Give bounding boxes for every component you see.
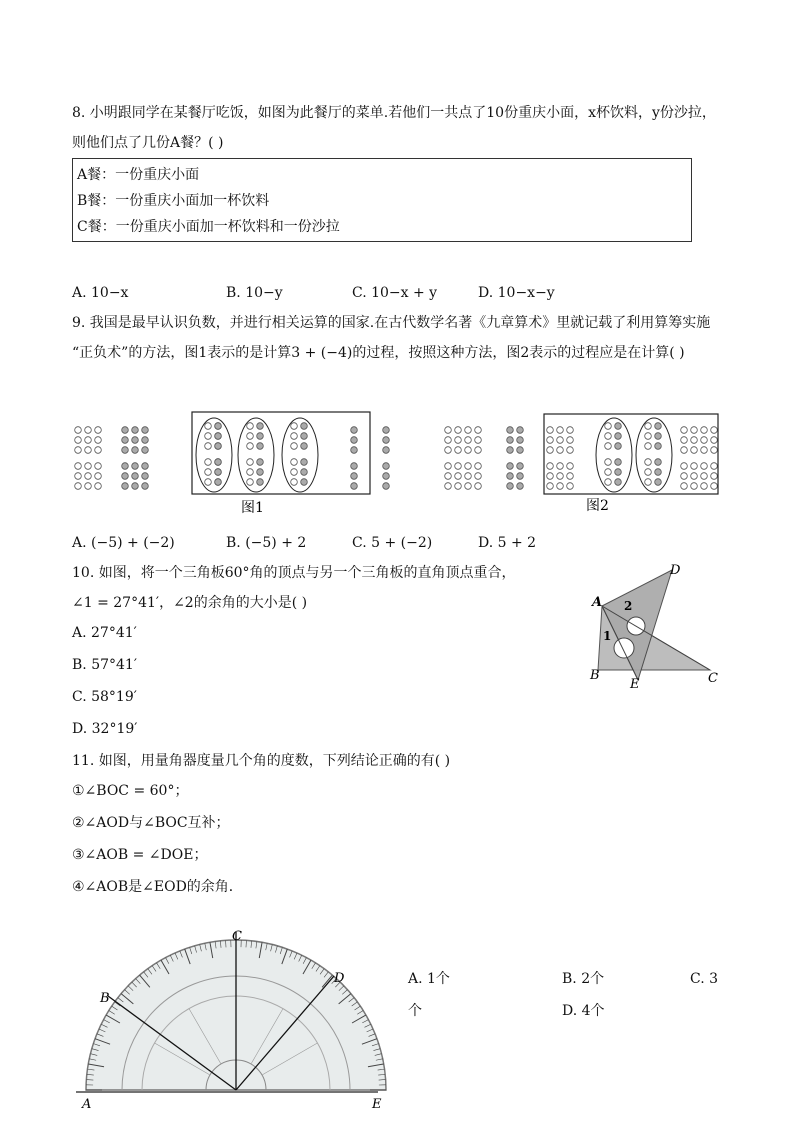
rod-dot [507,463,514,470]
label-a: A [592,595,603,610]
rod-dot [547,463,554,470]
rod-dot [507,473,514,480]
rod-dot [517,427,524,434]
rod-dot [351,473,358,480]
fig2-ellipse-1 [596,418,632,492]
angle-1-label: 1 [603,629,612,643]
rod-dot [517,447,524,454]
rod-dot [85,447,92,454]
rod-dot [301,433,308,440]
rod-dot [383,427,390,434]
rod-dot [445,427,452,434]
rod-dot [85,473,92,480]
rod-dot [681,463,688,470]
rod-dot [557,427,564,434]
rod-dot [711,483,718,490]
q11-item-4: ④∠AOB是∠EOD的余角． [72,879,243,895]
q11-option-c: C. 3 [690,971,719,987]
rod-dot [247,459,254,466]
rod-dot [701,463,708,470]
rod-dot [351,437,358,444]
rod-dot [445,473,452,480]
q8-option-d: D. 10−x−y [478,285,555,301]
rod-dot [701,473,708,480]
fig1-ellipse-1 [196,418,232,492]
label-d: D [334,971,345,986]
rod-dot [691,437,698,444]
fig2-label: 图2 [586,498,609,514]
rod-dot [75,483,82,490]
rod-dot [517,437,524,444]
q8-stem-line1: 8. 小明跟同学在某餐厅吃饭，如图为此餐厅的菜单.若他们一共点了10份重庆小面，x杯饮料，y份沙拉， [72,105,716,121]
rod-dot [605,469,612,476]
menu-item-a: A餐：一份重庆小面 [77,167,200,183]
label-e: E [630,677,640,692]
rod-dot [475,463,482,470]
rod-dot [605,479,612,486]
rod-dot [215,479,222,486]
rod-dot [132,463,139,470]
rod-dot [257,433,264,440]
rod-dot [711,473,718,480]
menu-box [72,158,692,242]
q11-item-2: ②∠AOD与∠BOC互补； [72,815,230,831]
rod-dot [465,437,472,444]
triangle-figure [586,560,726,692]
rod-dot [645,479,652,486]
rod-dot [85,437,92,444]
rod-dot [465,427,472,434]
rod-dot [142,463,149,470]
rod-dot [557,463,564,470]
rod-dot [75,473,82,480]
rod-dot [711,427,718,434]
rod-dot [691,483,698,490]
rod-dot [655,479,662,486]
fig1-label: 图1 [241,500,264,516]
rod-dot [383,463,390,470]
rod-dot [645,433,652,440]
rod-dot [132,437,139,444]
rod-dot [475,437,482,444]
rod-dot [132,447,139,454]
rod-dot [655,443,662,450]
q9-stem-line1: 9. 我国是最早认识负数，并进行相关运算的国家.在古代数学名著《九章算术》里就记载了利用算筹实施 [72,315,711,331]
rod-dot [605,433,612,440]
rod-dot [75,447,82,454]
rod-dot [215,459,222,466]
rod-dot [85,463,92,470]
rod-dot [351,483,358,490]
rod-dot [351,463,358,470]
label-b: B [590,668,600,683]
rod-dot [547,427,554,434]
rod-dot [85,483,92,490]
rod-dot [215,469,222,476]
rod-dot [445,447,452,454]
rod-dot [475,447,482,454]
q10-option-a: A. 27°41′ [72,625,137,641]
q11-option-d: D. 4个 [562,1003,605,1019]
rod-dot [95,437,102,444]
rod-dot [701,447,708,454]
rod-dot [205,469,212,476]
rod-dot [645,423,652,430]
q8-option-c: C. 10−x + y [352,285,438,301]
rod-dot [507,483,514,490]
rod-dot [681,427,688,434]
rod-dot [85,427,92,434]
q11-item-1: ①∠BOC = 60°； [72,783,189,799]
rod-dot [291,469,298,476]
counting-rods-figure [60,400,740,520]
rod-dot [132,483,139,490]
rod-dot [615,479,622,486]
rod-dot [142,483,149,490]
rod-dot [247,469,254,476]
rod-dot [547,447,554,454]
q11-stem: 11. 如图，用量角器度量几个角的度数，下列结论正确的有( ) [72,753,451,769]
rod-dot [383,447,390,454]
q10-option-b: B. 57°41′ [72,657,137,673]
q10-option-d: D. 32°19′ [72,721,138,737]
rod-dot [455,437,462,444]
rod-dot [605,459,612,466]
rod-dot [351,427,358,434]
rod-dot [247,433,254,440]
rod-dot [291,443,298,450]
rod-dot [132,473,139,480]
rod-dot [122,473,129,480]
rod-dot [465,483,472,490]
rod-dot [215,443,222,450]
rod-dot [605,443,612,450]
rod-dot [567,427,574,434]
rod-dot [557,473,564,480]
rod-dot [517,473,524,480]
rod-dot [547,473,554,480]
rod-dot [445,463,452,470]
rod-dot [455,447,462,454]
rod-dot [655,469,662,476]
rod-dot [475,473,482,480]
rod-dot [455,473,462,480]
rod-dot [383,437,390,444]
rod-dot [455,427,462,434]
rod-dot [122,463,129,470]
rod-dot [301,423,308,430]
rod-dot [455,483,462,490]
rod-dot [645,469,652,476]
angle-2-label: 2 [624,599,633,613]
rod-dot [122,427,129,434]
rod-dot [711,437,718,444]
rod-dot [567,483,574,490]
rod-dot [257,459,264,466]
rod-dot [645,443,652,450]
label-d: D [670,563,681,578]
q9-option-d: D. 5 + 2 [478,535,537,551]
rod-dot [301,443,308,450]
rod-dot [655,433,662,440]
rod-dot [95,447,102,454]
rod-dot [655,423,662,430]
ruler-hole-1 [614,638,634,658]
rod-dot [445,483,452,490]
rod-dot [615,443,622,450]
rod-dot [465,463,472,470]
rod-dot [567,447,574,454]
rod-dot [557,483,564,490]
rod-dot [711,463,718,470]
rod-dot [691,473,698,480]
rod-dot [95,427,102,434]
fig1-ellipse-2 [238,418,274,492]
q8-option-a: A. 10−x [72,285,129,301]
rod-dot [257,443,264,450]
rod-dot [701,437,708,444]
rod-dot [95,483,102,490]
rod-dot [122,447,129,454]
q8-option-b: B. 10−y [226,285,283,301]
rod-dot [691,463,698,470]
q10-stem-line2: ∠1 = 27°41′，∠2的余角的大小是( ) [72,595,308,611]
rod-dot [142,437,149,444]
rod-dot [507,437,514,444]
rod-dot [681,473,688,480]
rod-dot [132,427,139,434]
rod-dot [455,463,462,470]
rod-dot [507,427,514,434]
rod-dot [75,463,82,470]
rod-dot [247,423,254,430]
rod-dot [351,447,358,454]
rod-dot [517,463,524,470]
rod-dot [215,423,222,430]
rod-dot [465,447,472,454]
rod-dot [547,437,554,444]
fig1-ellipse-3 [282,418,318,492]
rod-dot [701,483,708,490]
rod-dot [681,447,688,454]
q9-option-a: A. (−5) + (−2) [72,535,175,551]
rod-dot [645,459,652,466]
rod-dot [257,479,264,486]
q11-option-c-wrap: 个 [408,1003,422,1019]
label-a: A [82,1097,92,1112]
label-c: C [708,671,718,686]
rod-dot [95,473,102,480]
rod-dot [383,473,390,480]
rod-dot [615,469,622,476]
rod-dot [465,473,472,480]
rod-dot [142,473,149,480]
rod-dot [567,473,574,480]
rod-dot [122,437,129,444]
rod-dot [75,427,82,434]
rod-dot [257,423,264,430]
rod-dot [291,479,298,486]
rod-dot [655,459,662,466]
rod-dot [301,459,308,466]
rod-dot [567,437,574,444]
rod-dot [142,447,149,454]
q10-option-c: C. 58°19′ [72,689,137,705]
rod-dot [517,483,524,490]
rod-dot [205,479,212,486]
rod-dot [383,483,390,490]
rod-dot [291,459,298,466]
rod-dot [691,447,698,454]
rod-dot [557,437,564,444]
rod-dot [711,447,718,454]
label-c: C [232,929,242,944]
protractor-figure [66,924,396,1114]
rod-dot [615,459,622,466]
rod-dot [257,469,264,476]
rod-dot [291,423,298,430]
rod-dot [615,433,622,440]
rod-dot [567,463,574,470]
rod-dot [475,427,482,434]
rod-dot [215,433,222,440]
rod-dot [681,483,688,490]
q9-option-b: B. (−5) + 2 [226,535,307,551]
rod-dot [247,443,254,450]
rod-dot [142,427,149,434]
q11-item-3: ③∠AOB = ∠DOE； [72,847,208,863]
rod-dot [475,483,482,490]
rod-dot [445,437,452,444]
fig2-frame [544,414,718,494]
q9-stem-line2: “正负术”的方法，图1表示的是计算3 + (−4)的过程，按照这种方法，图2表示的过程应是在计算( ) [72,345,685,361]
q8-stem-line2: 则他们点了几份A餐？( ) [72,135,224,151]
rod-dot [95,463,102,470]
q11-option-a: A. 1个 [408,971,450,987]
rod-dot [247,479,254,486]
rod-dot [701,427,708,434]
rod-dot [291,433,298,440]
fig2-ellipse-2 [636,418,672,492]
label-e: E [372,1097,382,1112]
rod-dot [615,423,622,430]
rod-dot [122,483,129,490]
rod-dot [75,437,82,444]
rod-dot [205,423,212,430]
menu-item-b: B餐：一份重庆小面加一杯饮料 [77,193,270,209]
rod-dot [205,433,212,440]
label-b: B [100,991,110,1006]
q9-option-c: C. 5 + (−2) [352,535,433,551]
rod-dot [691,427,698,434]
rod-dot [205,443,212,450]
menu-item-c: C餐：一份重庆小面加一杯饮料和一份沙拉 [77,219,340,235]
rod-dot [301,469,308,476]
rod-dot [557,447,564,454]
rod-dot [205,459,212,466]
rod-dot [301,479,308,486]
q10-stem-line1: 10. 如图，将一个三角板60°角的顶点与另一个三角板的直角顶点重合， [72,565,516,581]
rod-dot [507,447,514,454]
rod-dot [547,483,554,490]
q11-option-b: B. 2个 [562,971,605,987]
rod-dot [605,423,612,430]
rod-dot [681,437,688,444]
